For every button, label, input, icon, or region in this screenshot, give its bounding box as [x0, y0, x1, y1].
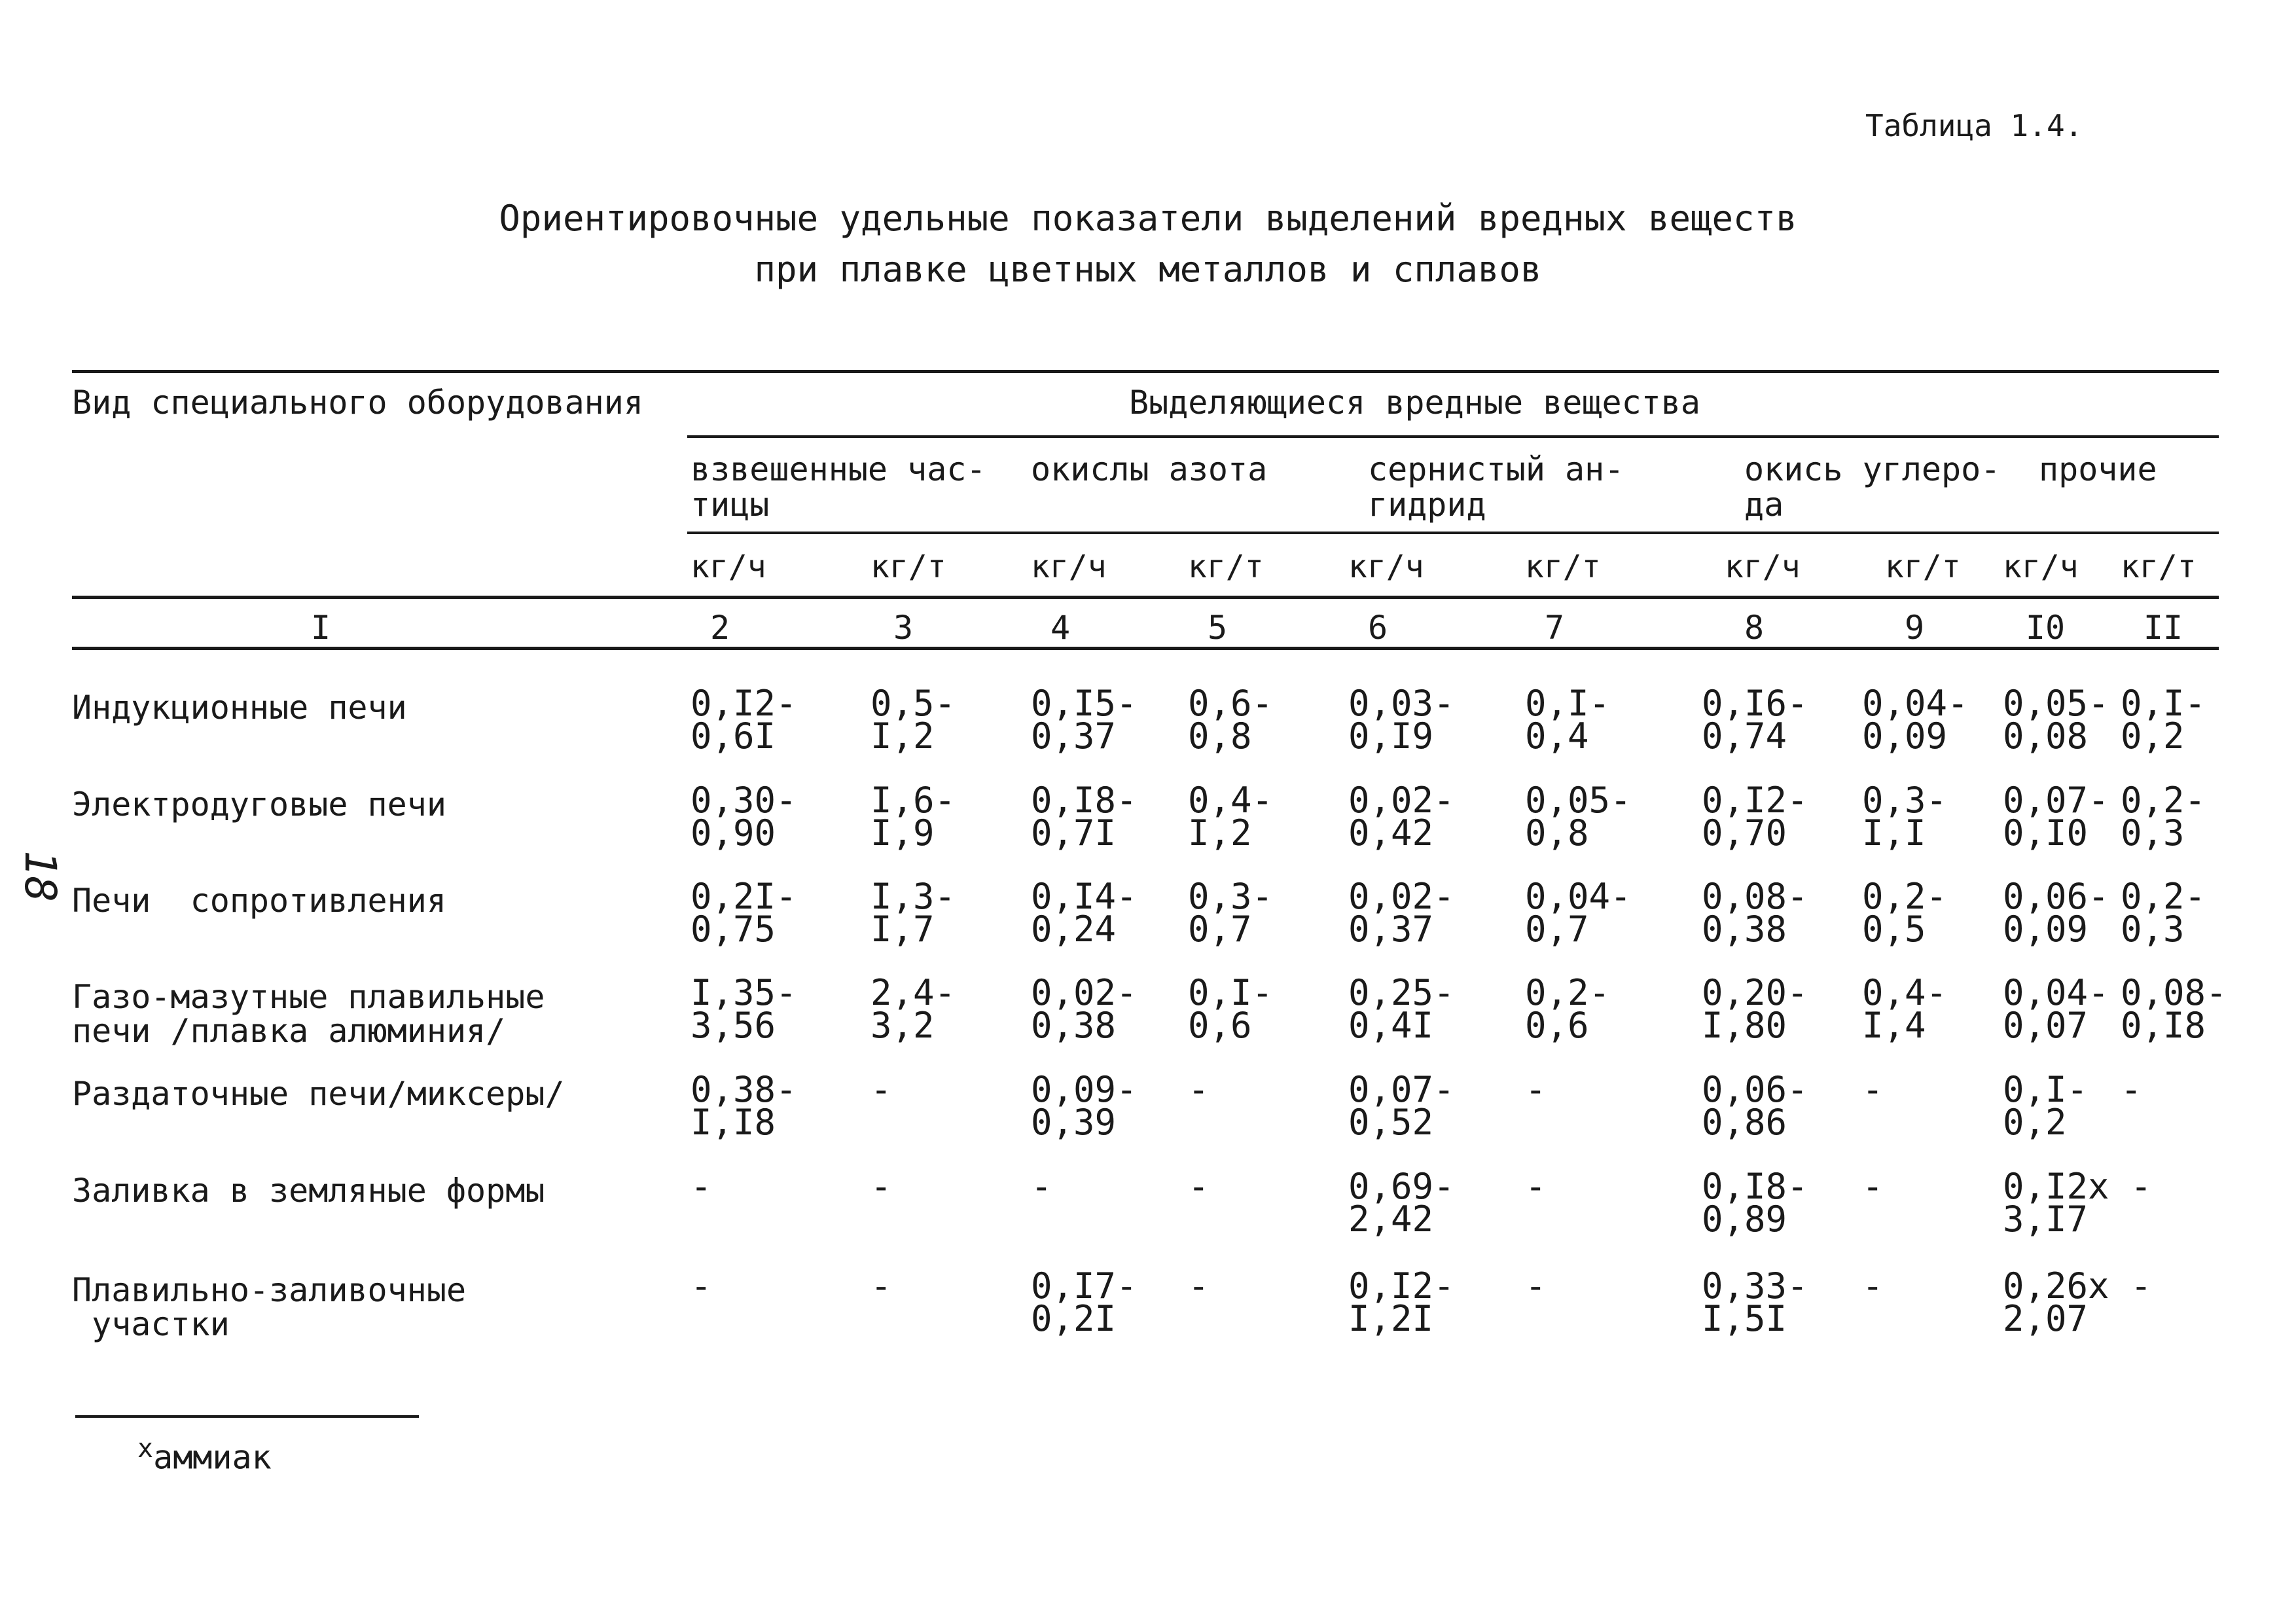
value-to: I,2 [1188, 812, 1252, 854]
value-from: 0,07- [2003, 780, 2109, 821]
value-cell [870, 780, 956, 854]
value-to: 0,39 [1031, 1102, 1117, 1143]
value-from: 0,03- [1348, 683, 1455, 724]
value-from: 0,04- [1862, 683, 1969, 724]
value-cell [870, 683, 956, 757]
column-number: 4 [1050, 609, 1071, 647]
value-cell [1031, 1069, 1138, 1143]
value-cell [1525, 1166, 1547, 1207]
value-from: - [1525, 1265, 1547, 1307]
value-to: 0,7 [1188, 909, 1252, 950]
table-label: Таблица 1.4. [1865, 108, 2083, 143]
row-name [72, 884, 446, 918]
value-to: 0,70 [1702, 812, 1787, 854]
value-cell [2003, 972, 2109, 1046]
value-cell [691, 1166, 712, 1207]
value-from: 0,2- [2121, 780, 2206, 821]
title-line-2: при плавке цветных металлов и сплавов [754, 249, 1542, 290]
value-cell [2003, 780, 2109, 854]
value-from: 0,09- [1031, 1069, 1138, 1110]
value-cell [1862, 683, 1969, 757]
value-from: 0,I8- [1031, 780, 1138, 821]
value-to: 0,6 [1525, 1005, 1589, 1046]
value-to: 3,2 [870, 1005, 935, 1046]
value-to: I,5I [1702, 1298, 1787, 1339]
value-to: 2,07 [2003, 1298, 2089, 1339]
value-to: 0,2 [2003, 1102, 2067, 1143]
value-to: 0,6I [691, 715, 776, 757]
value-from: - [691, 1265, 712, 1307]
value-cell [1862, 972, 1948, 1046]
value-cell [1702, 972, 1808, 1046]
value-to: 0,3 [2121, 812, 2185, 854]
value-from: - [870, 1069, 892, 1110]
value-cell [1031, 683, 1138, 757]
value-cell [1188, 1069, 1210, 1110]
value-from: - [870, 1265, 892, 1307]
value-cell [1862, 1069, 1884, 1110]
group-other: прочие [2039, 450, 2157, 488]
substances-header: Выделяющиеся вредные вещества [1129, 384, 1700, 422]
value-from: - [1862, 1265, 1884, 1307]
value-cell [2003, 1069, 2089, 1143]
value-from: 0,20- [1702, 972, 1808, 1013]
value-from: 0,I- [1525, 683, 1611, 724]
value-cell [1702, 1265, 1808, 1339]
value-cell [1031, 876, 1138, 950]
value-cell [2003, 876, 2109, 950]
value-cell [691, 683, 797, 757]
group-nitrogen-oxides: окислы азота [1031, 450, 1268, 488]
value-cell [1348, 1069, 1455, 1143]
value-to: 0,I9 [1348, 715, 1434, 757]
value-cell [1348, 683, 1455, 757]
value-from: 0,I- [1188, 972, 1274, 1013]
value-cell [2003, 1265, 2152, 1339]
value-from: 2,4- [870, 972, 956, 1013]
value-cell [1188, 1265, 1210, 1307]
value-from: 0,2- [1525, 972, 1611, 1013]
value-to: I,9 [870, 812, 935, 854]
value-from: 0,I7- [1031, 1265, 1138, 1307]
value-from: - [1188, 1265, 1210, 1307]
value-from: 0,2I- [691, 876, 797, 917]
unit-cell: кг/ч [1031, 549, 1107, 585]
value-to: 0,7I [1031, 812, 1117, 854]
row-name [72, 787, 446, 821]
unit-cell: кг/т [1525, 549, 1601, 585]
column-number: II [2143, 609, 2183, 647]
value-cell [1348, 780, 1455, 854]
value-cell [1188, 683, 1274, 757]
value-to: 0,8 [1525, 812, 1589, 854]
value-to: 0,6 [1188, 1005, 1252, 1046]
row-name-line: участки [72, 1305, 230, 1343]
value-from: I,3- [870, 876, 956, 917]
substances-rule [687, 435, 2219, 438]
value-to: 0,42 [1348, 812, 1434, 854]
value-from: 0,2- [1862, 876, 1948, 917]
value-cell [691, 1069, 797, 1143]
value-to: 0,89 [1702, 1199, 1787, 1240]
value-to: I,I [1862, 812, 1926, 854]
value-from: - [1525, 1166, 1547, 1207]
value-to: 0,09 [1862, 715, 1948, 757]
equipment-header: Вид специального оборудования [72, 384, 643, 422]
numbers-rule [72, 647, 2219, 650]
group-rule [687, 532, 2219, 534]
unit-cell: кг/т [2121, 549, 2197, 585]
row-name-line: Плавильно-заливочные [72, 1271, 467, 1309]
value-from: 0,I4- [1031, 876, 1138, 917]
value-cell [1525, 1069, 1547, 1110]
value-to: 0,38 [1031, 1005, 1117, 1046]
value-cell [1702, 683, 1808, 757]
value-from: 0,I6- [1702, 683, 1808, 724]
value-from: 0,25- [1348, 972, 1455, 1013]
unit-cell: кг/ч [1348, 549, 1424, 585]
value-cell [1188, 876, 1274, 950]
group-sulfur-dioxide: сернистый ан- гидрид [1368, 450, 1624, 524]
value-cell [1862, 1265, 1884, 1307]
unit-cell: кг/ч [691, 549, 766, 585]
value-to: 0,86 [1702, 1102, 1787, 1143]
value-from: 0,I- [2003, 1069, 2089, 1110]
value-to: I,2 [870, 715, 935, 757]
column-number: 3 [893, 609, 914, 647]
value-from: 0,02- [1348, 780, 1455, 821]
value-to: 0,74 [1702, 715, 1787, 757]
value-cell [1348, 876, 1455, 950]
unit-cell: кг/т [1885, 549, 1961, 585]
value-to: 3,I7 [2003, 1199, 2089, 1240]
value-cell [1525, 876, 1632, 950]
value-cell [1031, 1265, 1138, 1339]
value-from: I,6- [870, 780, 956, 821]
value-from: 0,4- [1862, 972, 1948, 1013]
value-from: - [1862, 1166, 1884, 1207]
value-to: 2,42 [1348, 1199, 1434, 1240]
footnote-mark: x [137, 1434, 154, 1464]
value-cell [1525, 1265, 1547, 1307]
page-number: 18 [15, 850, 66, 903]
value-cell [1702, 1069, 1808, 1143]
value-to: 0,07 [2003, 1005, 2089, 1046]
value-cell [1702, 780, 1808, 854]
value-cell [1525, 972, 1611, 1046]
value-to: 0,37 [1031, 715, 1117, 757]
row-name-line: Печи сопротивления [72, 882, 446, 920]
value-from: 0,04- [1525, 876, 1632, 917]
value-cell [870, 1069, 892, 1110]
value-cell [1188, 780, 1274, 854]
value-to: 0,2I [1031, 1298, 1117, 1339]
unit-cell: кг/т [870, 549, 946, 585]
value-from: - [1031, 1166, 1052, 1207]
value-from: - [1188, 1069, 1210, 1110]
value-cell [1348, 1166, 1455, 1240]
value-to: I,4 [1862, 1005, 1926, 1046]
value-cell [1031, 1166, 1052, 1207]
value-cell [2121, 1069, 2142, 1110]
value-cell [2121, 876, 2206, 950]
row-name-line: Раздаточные печи/миксеры/ [72, 1075, 565, 1113]
row-name-line: Заливка в земляные формы [72, 1172, 545, 1210]
value-to: 0,09 [2003, 909, 2089, 950]
value-to: I,7 [870, 909, 935, 950]
value-cell [2003, 1166, 2152, 1240]
value-from: 0,3- [1188, 876, 1274, 917]
unit-cell: кг/ч [2003, 549, 2079, 585]
footnote-text: аммиак [153, 1438, 272, 1477]
value-from: 0,02- [1348, 876, 1455, 917]
value-to: 0,38 [1702, 909, 1787, 950]
value-from: - [1525, 1069, 1547, 1110]
value-from: 0,2- [2121, 876, 2206, 917]
footnote [137, 1434, 272, 1477]
value-from: - [691, 1166, 712, 1207]
value-to: 0,4 [1525, 715, 1589, 757]
value-from: 0,I5- [1031, 683, 1138, 724]
value-cell [1862, 780, 1948, 854]
value-from: 0,I2- [1348, 1265, 1455, 1307]
value-from: 0,I2- [691, 683, 797, 724]
value-from: 0,I- [2121, 683, 2206, 724]
value-from: 0,3- [1862, 780, 1948, 821]
units-rule [72, 596, 2219, 599]
value-from: 0,I8- [1702, 1166, 1808, 1207]
value-cell [691, 972, 797, 1046]
column-number: 2 [709, 609, 730, 647]
value-from: 0,07- [1348, 1069, 1455, 1110]
row-name [72, 980, 545, 1048]
value-cell [1525, 683, 1611, 757]
value-cell [691, 876, 797, 950]
value-from: 0,69- [1348, 1166, 1455, 1207]
row-name-line: Электродуговые печи [72, 785, 446, 823]
row-name [72, 1077, 565, 1111]
value-cell [870, 1166, 892, 1207]
column-number: 5 [1207, 609, 1228, 647]
value-from: - [1188, 1166, 1210, 1207]
column-number: 6 [1367, 609, 1388, 647]
value-to: 0,7 [1525, 909, 1589, 950]
value-cell [1188, 1166, 1210, 1207]
column-number: I [310, 609, 331, 647]
value-to: 0,90 [691, 812, 776, 854]
value-cell [1862, 1166, 1884, 1207]
row-name [72, 1174, 545, 1208]
group-suspended-particles: взвешенные час- тицы [691, 450, 986, 524]
value-from: 0,02- [1031, 972, 1138, 1013]
value-from: 0,05- [2003, 683, 2109, 724]
value-from: 0,08- [1702, 876, 1808, 917]
value-cell [1188, 972, 1274, 1046]
value-from: 0,38- [691, 1069, 797, 1110]
value-cell [691, 1265, 712, 1307]
value-from: 0,I2x - [2003, 1166, 2152, 1207]
value-cell [1702, 1166, 1808, 1240]
unit-cell: кг/ч [1725, 549, 1801, 585]
value-to: 0,5 [1862, 909, 1926, 950]
column-number: I0 [2025, 609, 2066, 647]
value-to: I,2I [1348, 1298, 1434, 1339]
row-name-line: Газо-мазутные плавильные [72, 978, 545, 1016]
title-line-1: Ориентировочные удельные показатели выделений вредных веществ [499, 198, 1797, 239]
row-name-line: печи /плавка алюминия/ [72, 1012, 506, 1050]
value-cell [870, 876, 956, 950]
row-name [72, 691, 407, 725]
value-from: 0,06- [1702, 1069, 1808, 1110]
value-cell [1525, 780, 1632, 854]
value-cell [1031, 780, 1138, 854]
value-from: 0,I2- [1702, 780, 1808, 821]
value-from: 0,26x - [2003, 1265, 2152, 1307]
value-to: 3,56 [691, 1005, 776, 1046]
value-cell [1348, 972, 1455, 1046]
value-cell [1348, 1265, 1455, 1339]
column-number: 9 [1904, 609, 1925, 647]
value-cell [1031, 972, 1138, 1046]
value-from: 0,5- [870, 683, 956, 724]
value-to: 0,I8 [2121, 1005, 2206, 1046]
row-name-line: Индукционные печи [72, 689, 407, 727]
value-cell [870, 1265, 892, 1307]
value-from: - [870, 1166, 892, 1207]
value-to: 0,4I [1348, 1005, 1434, 1046]
value-from: 0,05- [1525, 780, 1632, 821]
value-cell [2121, 683, 2206, 757]
value-from: - [1862, 1069, 1884, 1110]
unit-cell: кг/т [1188, 549, 1264, 585]
value-from: 0,06- [2003, 876, 2109, 917]
value-from: 0,30- [691, 780, 797, 821]
table-top-rule [72, 370, 2219, 373]
value-from: - [2121, 1069, 2142, 1110]
value-to: I,80 [1702, 1005, 1787, 1046]
value-cell [2121, 972, 2227, 1046]
column-number: 7 [1544, 609, 1565, 647]
value-to: 0,24 [1031, 909, 1117, 950]
value-to: 0,75 [691, 909, 776, 950]
footnote-rule [75, 1415, 419, 1418]
value-from: 0,08- [2121, 972, 2227, 1013]
value-to: 0,37 [1348, 909, 1434, 950]
value-from: 0,4- [1188, 780, 1274, 821]
value-to: 0,8 [1188, 715, 1252, 757]
column-number: 8 [1744, 609, 1765, 647]
value-from: 0,04- [2003, 972, 2109, 1013]
value-to: 0,52 [1348, 1102, 1434, 1143]
value-to: 0,08 [2003, 715, 2089, 757]
value-cell [1702, 876, 1808, 950]
value-cell [1862, 876, 1948, 950]
value-to: 0,3 [2121, 909, 2185, 950]
value-from: I,35- [691, 972, 797, 1013]
value-from: 0,33- [1702, 1265, 1808, 1307]
value-to: I,I8 [691, 1102, 776, 1143]
group-carbon-monoxide: окись углеро- да [1744, 450, 2001, 524]
value-to: 0,2 [2121, 715, 2185, 757]
value-from: 0,6- [1188, 683, 1274, 724]
row-name [72, 1273, 466, 1341]
value-cell [870, 972, 956, 1046]
value-cell [2121, 780, 2206, 854]
value-cell [2003, 683, 2109, 757]
value-to: 0,I0 [2003, 812, 2089, 854]
value-cell [691, 780, 797, 854]
